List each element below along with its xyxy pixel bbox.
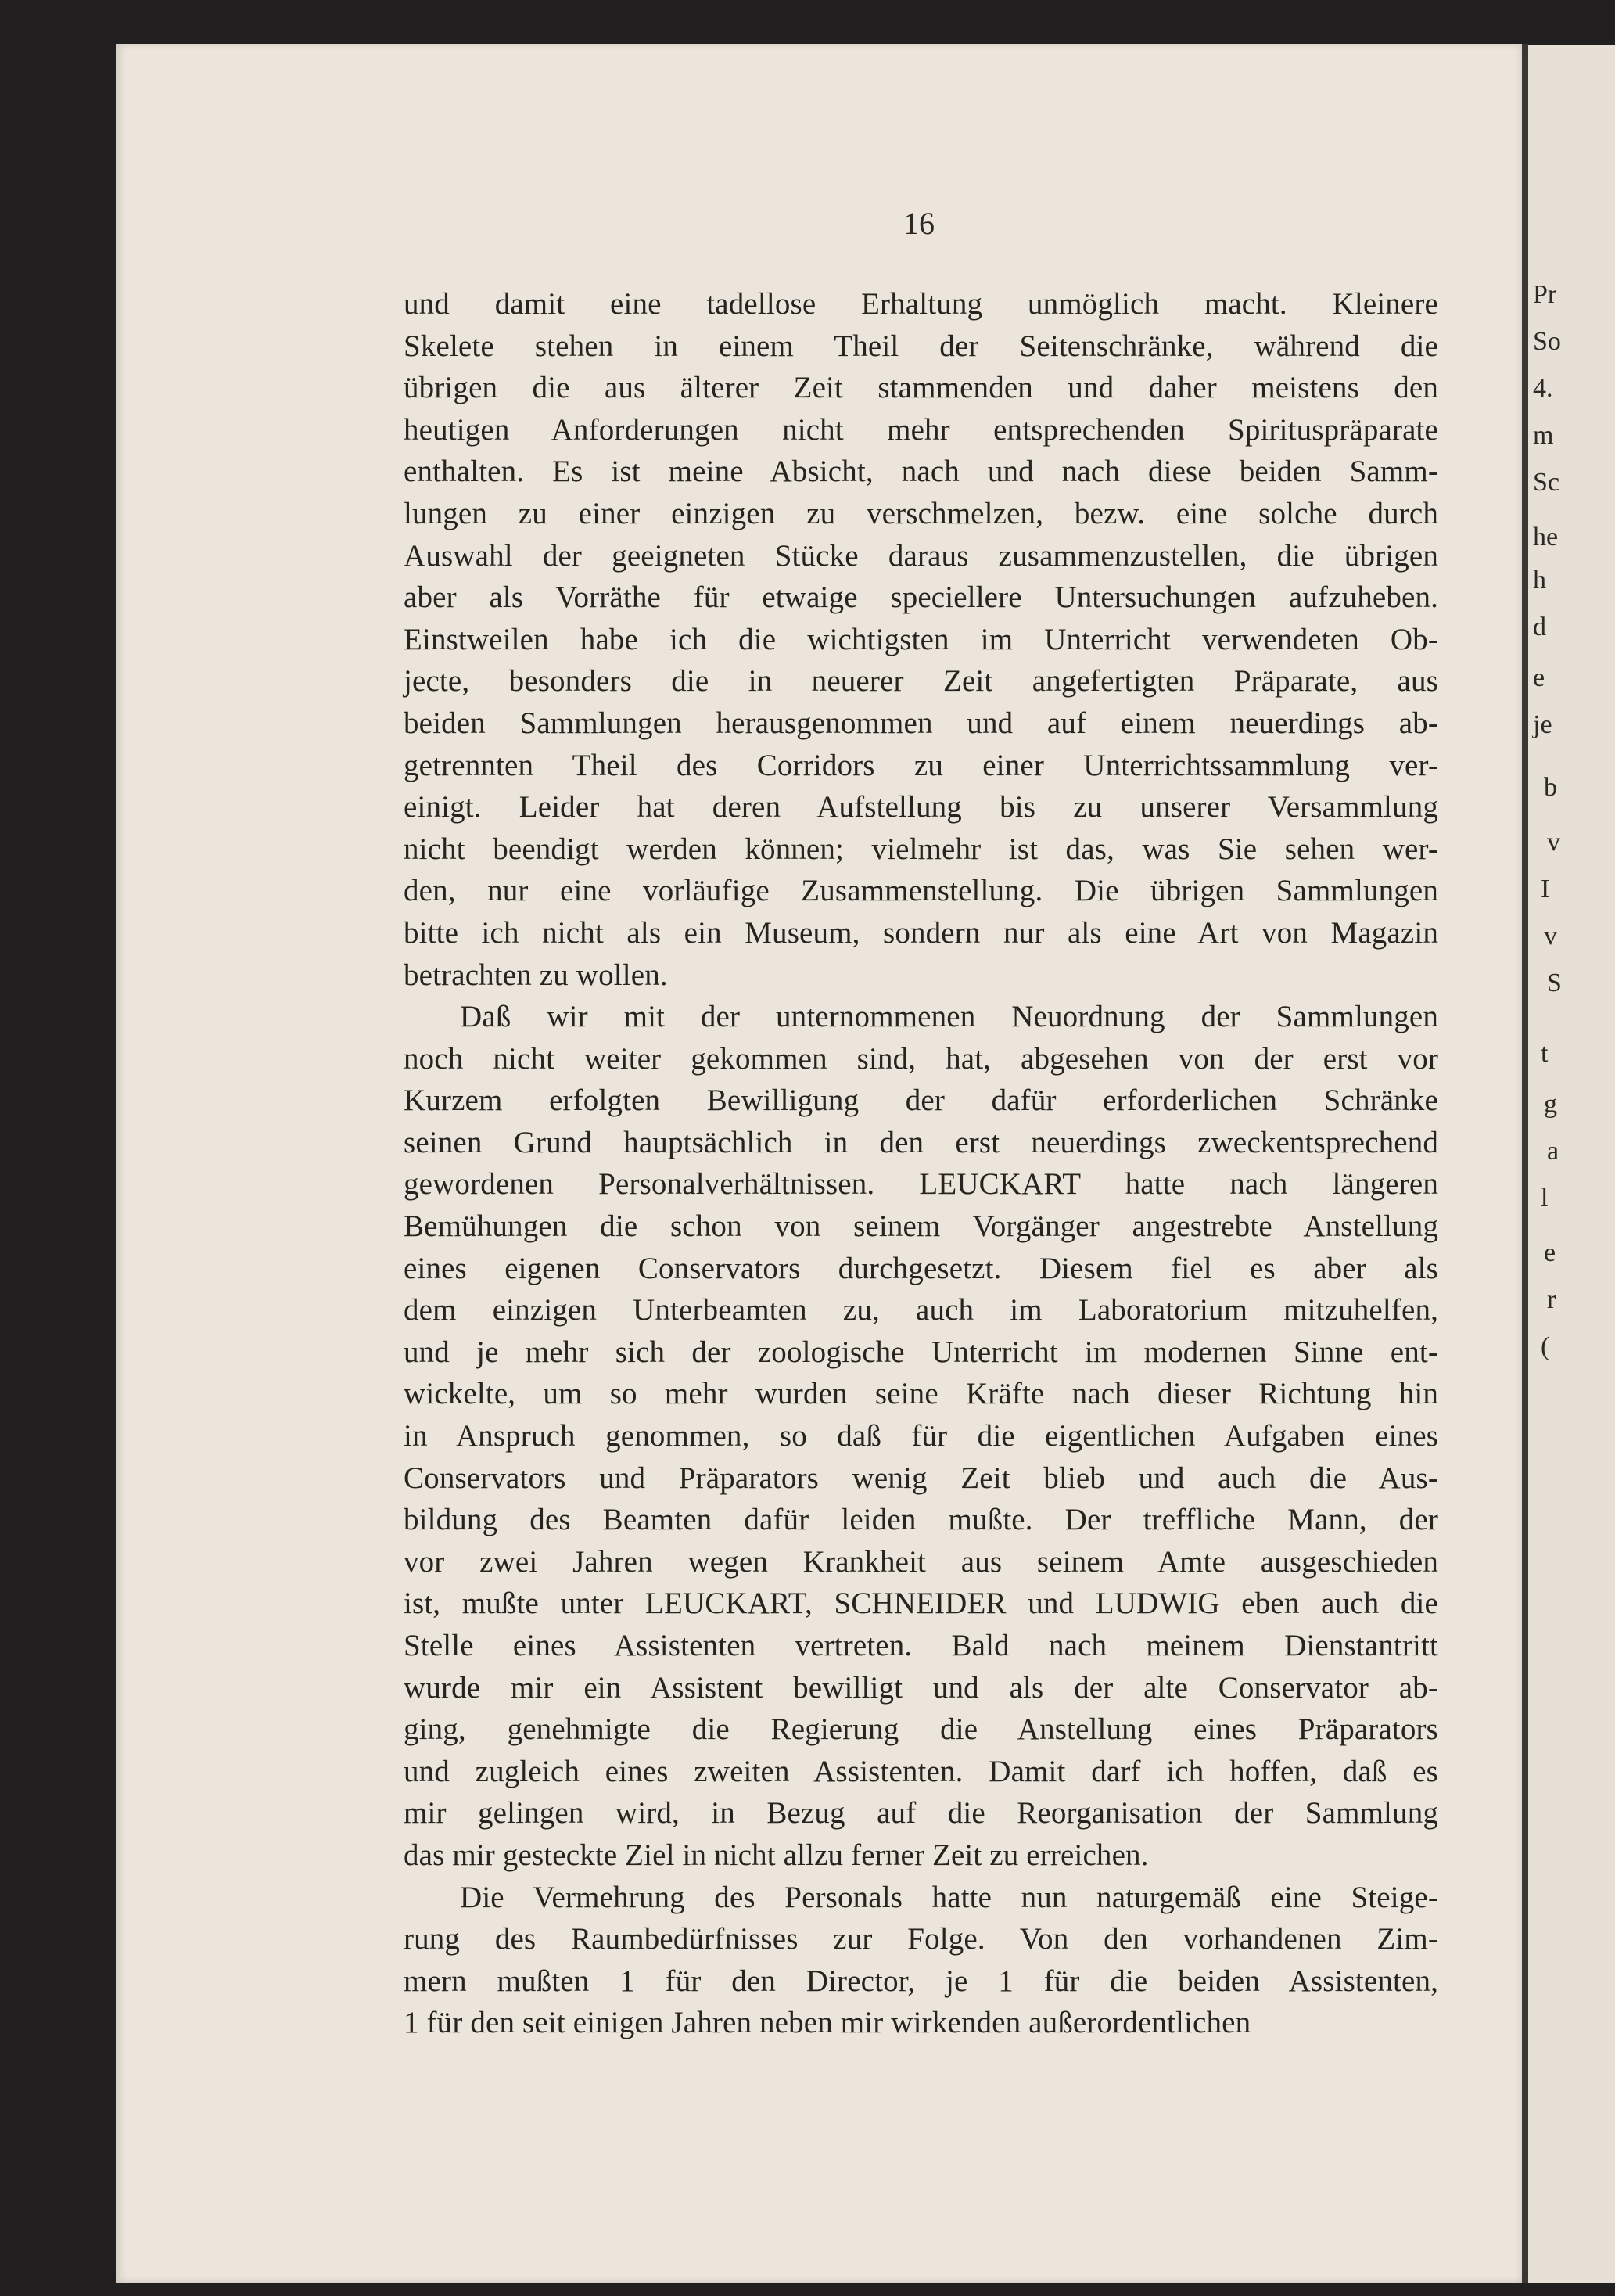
text-line: aber als Vorräthe für etwaige speciellere Untersuchungen aufzuheben. xyxy=(404,580,1438,615)
page-number: 16 xyxy=(903,206,935,241)
text-line: rung des Raumbedürfnisses zur Folge. Von den vorhandenen Zim- xyxy=(404,1922,1438,1956)
adjacent-page-text-fragment: e xyxy=(1544,1238,1556,1267)
adjacent-page-text-fragment: h xyxy=(1533,566,1546,595)
adjacent-page-edge xyxy=(1528,45,1615,2283)
adjacent-page-text-fragment: S xyxy=(1547,968,1562,997)
text-line: jecte, besonders die in neuerer Zeit angefertigten Präparate, aus xyxy=(404,664,1438,699)
page-edge xyxy=(1522,44,1528,2283)
text-line: vor zwei Jahren wegen Krankheit aus seinem Amte ausgeschieden xyxy=(404,1544,1438,1579)
adjacent-page-text-fragment: d xyxy=(1533,613,1546,641)
adjacent-page-text-fragment: je xyxy=(1533,710,1552,739)
adjacent-page-text-fragment: a xyxy=(1547,1137,1559,1166)
adjacent-page-text-fragment: v xyxy=(1544,922,1557,950)
adjacent-page-text-fragment: Sc xyxy=(1533,468,1559,497)
text-line: Skelete stehen in einem Theil der Seitenschränke, während die xyxy=(404,329,1438,363)
adjacent-page-text-fragment: I xyxy=(1541,875,1550,904)
text-line: das mir gesteckte Ziel in nicht allzu ferner Zeit zu erreichen. xyxy=(404,1838,1149,1872)
adjacent-page-text-fragment: t xyxy=(1541,1039,1549,1068)
text-line: lungen zu einer einzigen zu verschmelzen, bezw. eine solche durch xyxy=(404,496,1438,530)
adjacent-page-text-fragment: m xyxy=(1533,421,1554,450)
paragraph xyxy=(404,283,1438,996)
text-line: in Anspruch genommen, so daß für die eigentlichen Aufgaben eines xyxy=(404,1419,1438,1453)
paragraph xyxy=(404,1877,1438,2044)
text-line: und je mehr sich der zoologische Unterricht im modernen Sinne ent- xyxy=(404,1335,1438,1369)
text-line: Conservators und Präparators wenig Zeit blieb und auch die Aus- xyxy=(404,1461,1438,1495)
body-text xyxy=(404,283,1438,2044)
adjacent-page-text-fragment: ( xyxy=(1541,1332,1550,1361)
text-line: enthalten. Es ist meine Absicht, nach und nach diese beiden Samm- xyxy=(404,455,1438,489)
text-line: bitte ich nicht als ein Museum, sondern nur als eine Art von Magazin xyxy=(404,915,1438,950)
text-line: Bemühungen die schon von seinem Vorgänger angestrebte Anstellung xyxy=(404,1209,1438,1244)
text-line: beiden Sammlungen herausgenommen und auf einem neuerdings ab- xyxy=(404,706,1438,740)
text-line: Einstweilen habe ich die wichtigsten im Unterricht verwendeten Ob- xyxy=(404,622,1438,656)
text-line: gewordenen Personalverhältnissen. LEUCKART hatte nach längeren xyxy=(404,1167,1438,1202)
text-line: dem einzigen Unterbeamten zu, auch im Laboratorium mitzuhelfen, xyxy=(404,1293,1438,1328)
adjacent-page-text-fragment: g xyxy=(1544,1090,1557,1119)
text-line: mern mußten 1 für den Director, je 1 für die beiden Assistenten, xyxy=(404,1964,1438,1998)
text-line: getrennten Theil des Corridors zu einer Unterrichtssammlung ver- xyxy=(404,748,1438,782)
adjacent-page-text-fragment: b xyxy=(1544,773,1557,802)
text-line: ging, genehmigte die Regierung die Anstellung eines Präparators xyxy=(404,1712,1438,1747)
text-line: eines eigenen Conservators durchgesetzt. Diesem fiel es aber als xyxy=(404,1251,1438,1285)
text-line: Daß wir mit der unternommenen Neuordnung der Sammlungen xyxy=(460,1000,1438,1034)
adjacent-page-text-fragment: l xyxy=(1541,1184,1549,1213)
text-line: wurde mir ein Assistent bewilligt und als der alte Conservator ab- xyxy=(404,1670,1438,1705)
adjacent-page-text-fragment: r xyxy=(1547,1285,1556,1314)
text-line: ist, mußte unter LEUCKART, SCHNEIDER und LUDWIG eben auch die xyxy=(404,1586,1438,1621)
text-line: noch nicht weiter gekommen sind, hat, abgesehen von der erst vor xyxy=(404,1041,1438,1076)
text-line: Kurzem erfolgten Bewilligung der dafür erforderlichen Schränke xyxy=(404,1083,1438,1118)
adjacent-page-text-fragment: Pr xyxy=(1533,280,1557,309)
text-line: wickelte, um so mehr wurden seine Kräfte nach dieser Richtung hin xyxy=(404,1377,1438,1411)
text-line: Stelle eines Assistenten vertreten. Bald nach meinem Dienstantritt xyxy=(404,1629,1438,1662)
paragraph xyxy=(404,996,1438,1876)
text-line: und damit eine tadellose Erhaltung unmöglich macht. Kleinere xyxy=(404,287,1438,321)
adjacent-page-text-fragment: v xyxy=(1547,828,1560,857)
text-line: seinen Grund hauptsächlich in den erst neuerdings zweckentsprechend xyxy=(404,1125,1438,1159)
text-line: 1 für den seit einigen Jahren neben mir wirkenden außerordentlichen xyxy=(404,2006,1251,2040)
adjacent-page-text-fragment: 4. xyxy=(1533,374,1553,403)
text-line: bildung des Beamten dafür leiden mußte. Der treffliche Mann, der xyxy=(404,1503,1438,1537)
text-line: einigt. Leider hat deren Aufstellung bis zu unserer Versammlung xyxy=(404,790,1438,825)
text-line: heutigen Anforderungen nicht mehr entsprechenden Spirituspräparate xyxy=(404,412,1438,447)
adjacent-page-text-fragment: he xyxy=(1533,523,1559,552)
text-line: und zugleich eines zweiten Assistenten. Damit darf ich hoffen, daß es xyxy=(404,1754,1438,1788)
text-line: mir gelingen wird, in Bezug auf die Reorganisation der Sammlung xyxy=(404,1796,1438,1831)
text-line: betrachten zu wollen. xyxy=(404,958,668,992)
text-line: nicht beendigt werden können; vielmehr ist das, was Sie sehen wer- xyxy=(404,832,1438,866)
text-line: Auswahl der geeigneten Stücke daraus zusammenzustellen, die übrigen xyxy=(404,538,1438,573)
text-line: den, nur eine vorläufige Zusammenstellung. Die übrigen Sammlungen xyxy=(404,874,1438,908)
adjacent-page-text-fragment: e xyxy=(1533,663,1545,692)
text-line: Die Vermehrung des Personals hatte nun naturgemäß eine Steige- xyxy=(460,1880,1438,1914)
text-line: übrigen die aus älterer Zeit stammenden und daher meistens den xyxy=(404,371,1438,405)
adjacent-page-text-fragment: So xyxy=(1533,327,1561,356)
